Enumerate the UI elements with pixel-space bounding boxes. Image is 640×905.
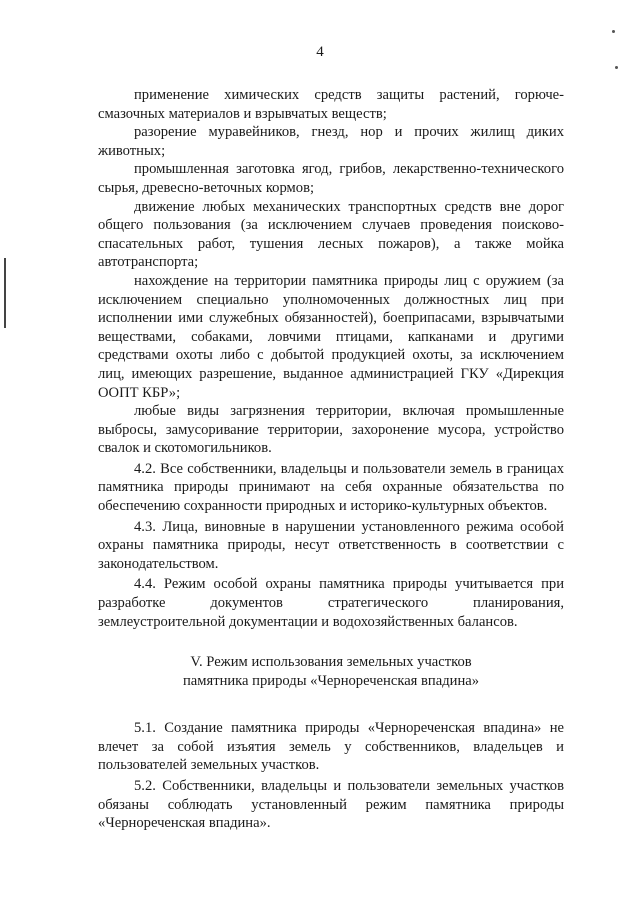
paragraph-4-3: 4.3. Лица, виновные в нарушении установленного режима особой охраны памятника природы, несут ответственность в соответствии с законодательством. xyxy=(98,518,564,572)
paragraph: разорение муравейников, гнезд, нор и прочих жилищ диких животных; xyxy=(98,124,564,159)
scan-dot xyxy=(615,66,618,69)
paragraph-5-1: 5.1. Создание памятника природы «Чернореченская впадина» не влечет за собой изъятия земель у собственников, владельцев и пользователей земельных участков. xyxy=(98,720,564,774)
section-heading-line-2: памятника природы «Чернореченская впадина» xyxy=(182,673,480,690)
scan-dot xyxy=(612,30,615,33)
section-heading-line-1: V. Режим использования земельных участков xyxy=(190,654,472,671)
paragraph: любые виды загрязнения территории, включая промышленные выбросы, замусоривание территории, захоронение мусора, устройство свалок и скотомогильников. xyxy=(98,403,564,457)
paragraph-4-2: 4.2. Все собственники, владельцы и пользователи земель в границах памятника природы принимают на себя охранные обязательства по обеспечению сохранности природных и историко-культурных объектов. xyxy=(98,460,564,515)
scan-edge-mark xyxy=(4,258,6,328)
paragraph: нахождение на территории памятника природы лиц с оружием (за исключением специально уполномоченных должностных лиц при исполнении ими служебных обязанностей), боеприпасами, взрывчатыми веществами, собаками, ловчими птицами, капканами и другими средствами охоты либо с добытой продукцией охоты, за исключением лиц, имеющих разрешение, выданное администрацией ГКУ «Дирекция ООПТ КБР»; xyxy=(98,272,564,401)
paragraph: движение любых механических транспортных средств вне дорог общего пользования (за исключением случаев проведения поисково-спасательных работ, тушения лесных пожаров), а также мойка автотранспорта; xyxy=(98,198,564,271)
paragraph: промышленная заготовка ягод, грибов, лекарственно-технического сырья, древесно-веточных кормов; xyxy=(98,161,564,196)
section-heading xyxy=(98,653,564,691)
page-number: 4 xyxy=(316,44,324,60)
paragraph-5-2: 5.2. Собственники, владельцы и пользователи земельных участков обязаны соблюдать установленный режим памятника природы «Чернореченская впадина». xyxy=(98,778,564,832)
document-body xyxy=(98,86,564,833)
paragraph-4-4: 4.4. Режим особой охраны памятника природы учитывается при разработке документов стратегического планирования, землеустроительной документации и водохозяйственных балансов. xyxy=(98,576,564,630)
paragraph: применение химических средств защиты растений, горюче-смазочных материалов и взрывчатых веществ; xyxy=(98,87,564,122)
